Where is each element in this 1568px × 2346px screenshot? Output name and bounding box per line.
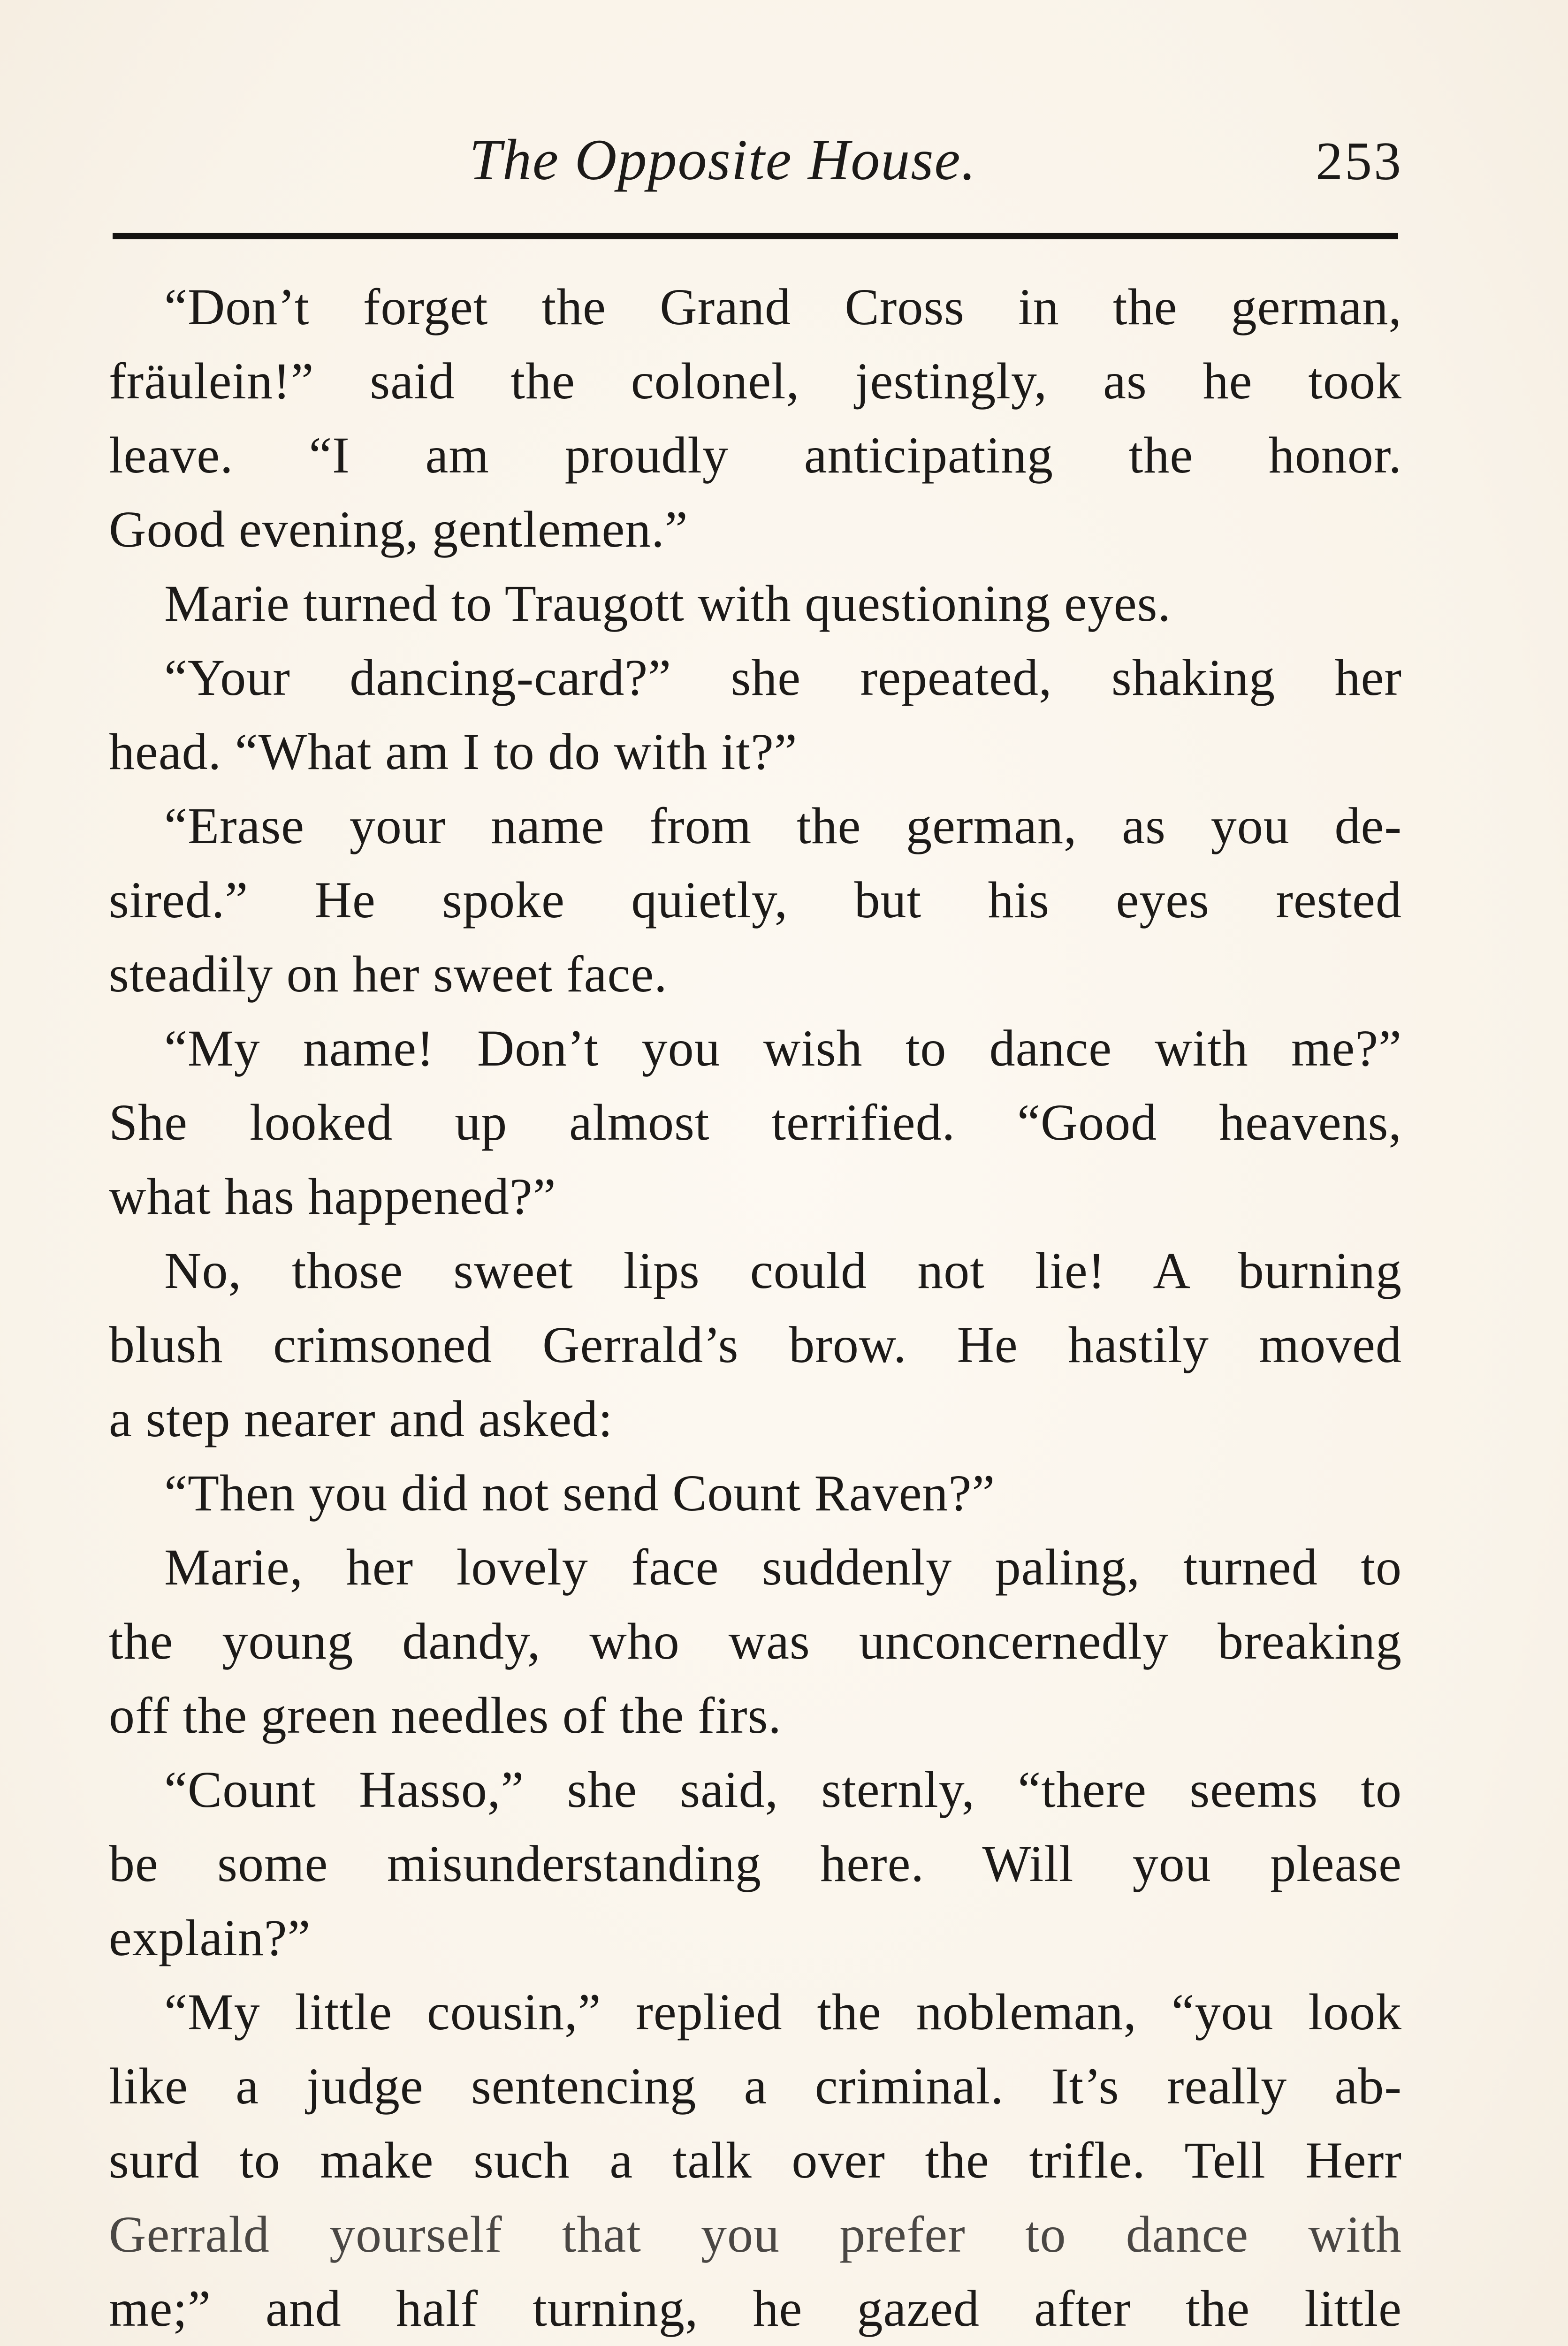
header-rule: [113, 233, 1398, 239]
text-line: sired.” He spoke quietly, but his eyes rested: [109, 871, 1402, 929]
text-line: head. “What am I to do with it?”: [109, 723, 798, 780]
text-line: She looked up almost terrified. “Good heavens,: [109, 1094, 1402, 1151]
text-line: explain?”: [109, 1909, 311, 1966]
text-line: Marie turned to Traugott with questioning eyes.: [164, 575, 1171, 632]
text-line: “Your dancing-card?” she repeated, shaking her: [164, 649, 1402, 706]
text-line: a step nearer and asked:: [109, 1390, 613, 1447]
text-line: the young dandy, who was unconcernedly breaking: [109, 1613, 1402, 1670]
body-text: [109, 270, 1402, 2346]
text-line: Gerrald yourself that you prefer to dance with: [109, 2206, 1402, 2263]
text-line: be some misunderstanding here. Will you please: [109, 1835, 1402, 1892]
text-line: me;” and half turning, he gazed after the little: [109, 2280, 1402, 2337]
text-line: Good evening, gentlemen.”: [109, 501, 688, 558]
text-line: Marie, her lovely face suddenly paling, turned to: [164, 1539, 1402, 1596]
text-line: fräulein!” said the colonel, jestingly, as he took: [109, 352, 1402, 410]
text-line: blush crimsoned Gerrald’s brow. He hastily moved: [109, 1316, 1402, 1373]
text-line: surd to make such a talk over the trifle. Tell Herr: [109, 2132, 1402, 2189]
text-line: “Count Hasso,” she said, sternly, “there seems to: [164, 1761, 1402, 1818]
text-line: steadily on her sweet face.: [109, 945, 668, 1003]
running-title: The Opposite House.: [469, 128, 977, 192]
text-line: No, those sweet lips could not lie! A burning: [164, 1242, 1402, 1299]
text-line: “Then you did not send Count Raven?”: [164, 1464, 996, 1522]
text-line: “My little cousin,” replied the nobleman, “you look: [164, 1983, 1402, 2041]
page-header: [108, 127, 1403, 206]
text-line: “My name! Don’t you wish to dance with me?”: [164, 1020, 1402, 1077]
text-line: “Don’t forget the Grand Cross in the german,: [164, 278, 1402, 335]
text-line: what has happened?”: [109, 1168, 556, 1225]
text-line: “Erase your name from the german, as you de-: [164, 797, 1402, 854]
page-number: 253: [1316, 131, 1403, 191]
text-line: off the green needles of the firs.: [109, 1687, 782, 1744]
text-line: leave. “I am proudly anticipating the honor.: [109, 427, 1402, 484]
text-line: like a judge sentencing a criminal. It’s really ab-: [109, 2057, 1402, 2115]
